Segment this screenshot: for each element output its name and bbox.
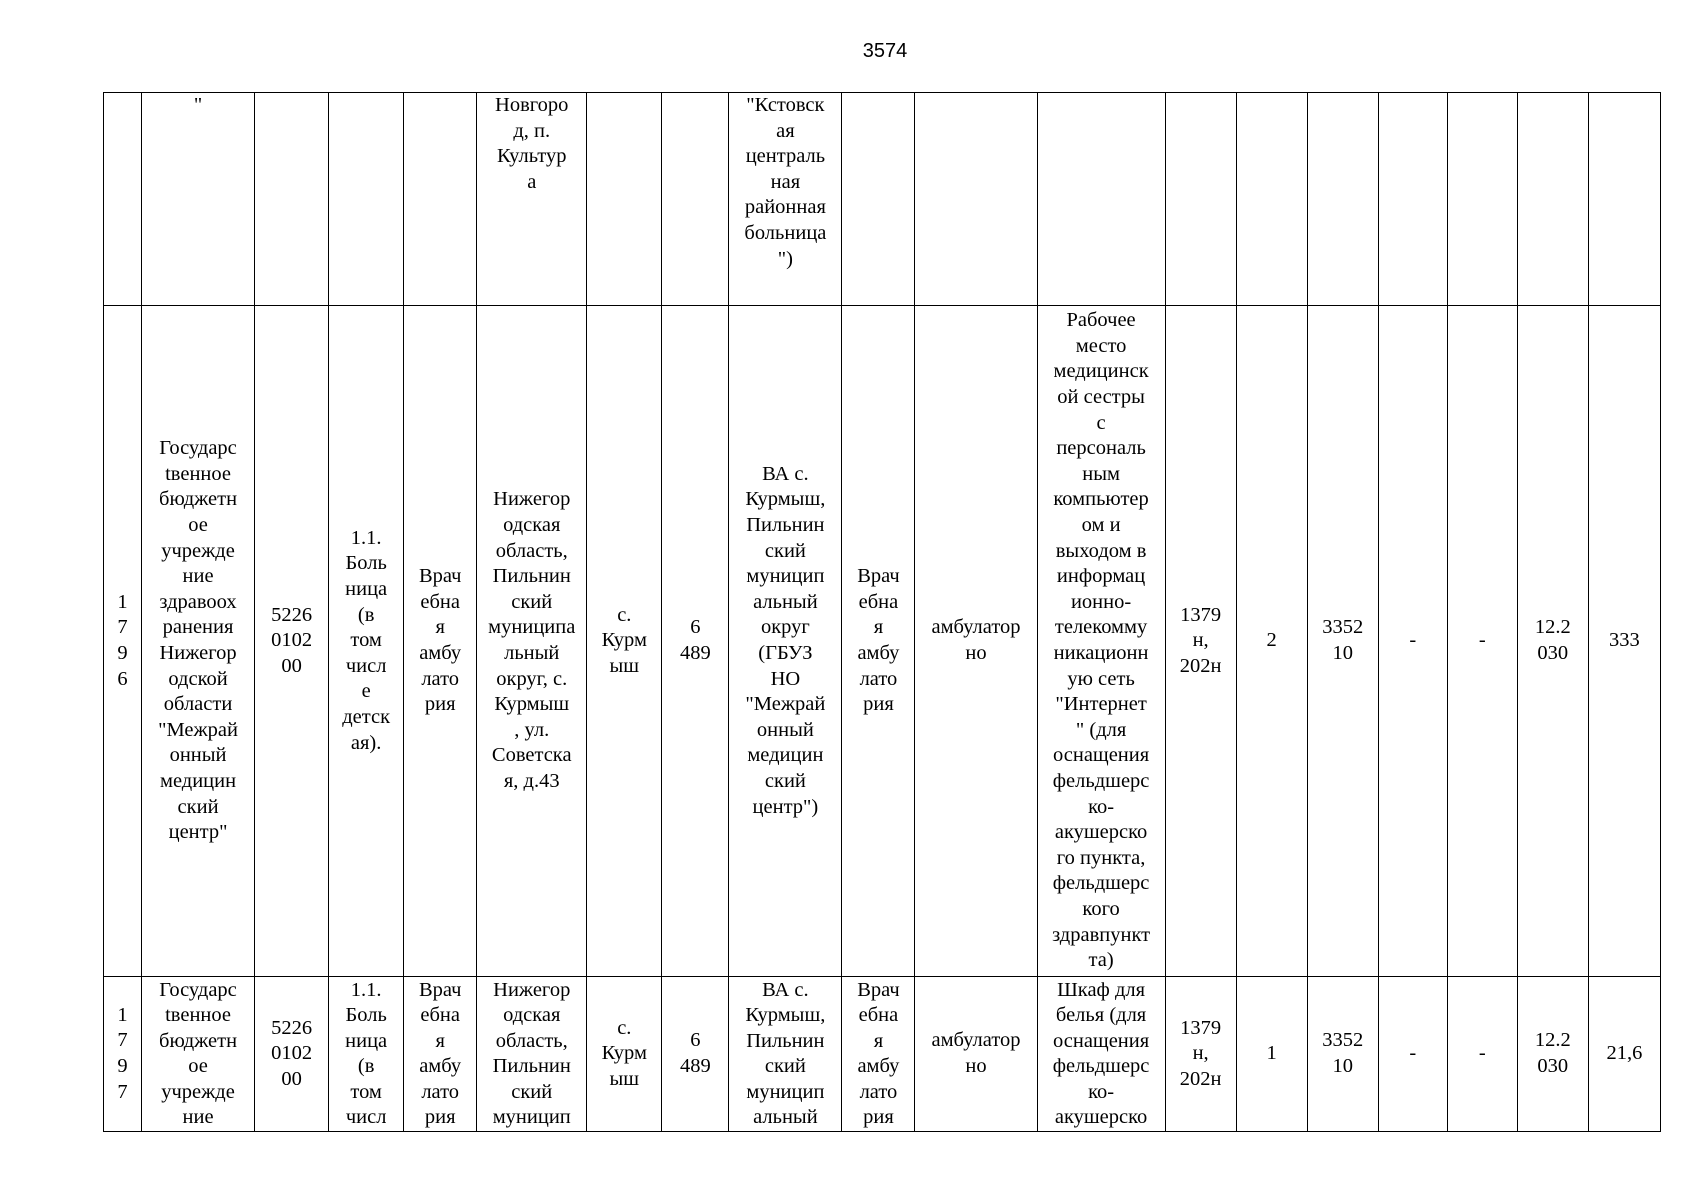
table-cell: с. Курм ыш — [587, 306, 662, 977]
table-cell: ВА с. Курмыш, Пильнин ский муницип альный — [729, 977, 842, 1132]
table-cell — [404, 93, 477, 306]
table-cell: "Кстовск ая централь ная районная больница ") — [729, 93, 842, 306]
table-cell: 21,6 — [1588, 977, 1660, 1132]
table-cell: 333 — [1588, 306, 1660, 977]
table-cell — [842, 93, 915, 306]
table-cell — [329, 93, 404, 306]
table-cell — [587, 93, 662, 306]
table-cell: Государс tвенное бюджетн ое учрежде ние — [142, 977, 255, 1132]
table-cell: - — [1447, 306, 1517, 977]
table-cell: Шкаф для белья (для оснащения фельдшерс ко- акушерско — [1037, 977, 1165, 1132]
table-cell: " — [142, 93, 255, 306]
table-cell: - — [1378, 306, 1447, 977]
table-cell: Государс tвенное бюджетн ое учрежде ние здравоох ранения Нижегор одской области "Межрай онный медицин ский центр" — [142, 306, 255, 977]
table-cell — [1588, 93, 1660, 306]
table-cell: с. Курм ыш — [587, 977, 662, 1132]
table-row — [104, 977, 1661, 1132]
table-cell: амбулатор но — [915, 977, 1037, 1132]
table-cell — [255, 93, 329, 306]
table-cell: 5226 0102 00 — [255, 977, 329, 1132]
table-cell: 3352 10 — [1307, 977, 1378, 1132]
table-cell — [1378, 93, 1447, 306]
table-cell: Рабочее место медицинск ой сестры с персональ ным компьютер ом и выходом в информац ионно- телекомму никационн ую сеть "Интернет " (для оснащения фельдшерс ко- акушерско го пункта, фельдшерс кого здравпункт та) — [1037, 306, 1165, 977]
table-cell — [915, 93, 1037, 306]
table-cell — [104, 93, 142, 306]
table-cell — [1165, 93, 1236, 306]
table-cell: 12.2 030 — [1517, 977, 1588, 1132]
table-cell: 1 7 9 7 — [104, 977, 142, 1132]
table-cell — [662, 93, 729, 306]
page-number: 3574 — [862, 40, 908, 62]
table-cell: 6 489 — [662, 306, 729, 977]
table-cell: Врач ебна я амбу лато рия — [842, 977, 915, 1132]
table-cell: Нижегор одская область, Пильнин ский муницип — [477, 977, 587, 1132]
table-cell: Нижегор одская область, Пильнин ский муниципа льный округ, с. Курмыш , ул. Советска я, д.43 — [477, 306, 587, 977]
table-cell: 6 489 — [662, 977, 729, 1132]
registry-table — [103, 92, 1661, 1132]
table-cell: амбулатор но — [915, 306, 1037, 977]
table-cell: Новгоро д, п. Культур а — [477, 93, 587, 306]
table-cell: 12.2 030 — [1517, 306, 1588, 977]
table-cell: 1379 н, 202н — [1165, 977, 1236, 1132]
table-cell — [1037, 93, 1165, 306]
table-cell: 5226 0102 00 — [255, 306, 329, 977]
table-cell: ВА с. Курмыш, Пильнин ский муницип альный округ (ГБУЗ НО "Межрай онный медицин ский центр") — [729, 306, 842, 977]
table-cell — [1307, 93, 1378, 306]
table-cell: 1379 н, 202н — [1165, 306, 1236, 977]
table-cell: Врач ебна я амбу лато рия — [842, 306, 915, 977]
table-cell: 1 7 9 6 — [104, 306, 142, 977]
table-cell: 1.1. Боль ница (в том числ е детск ая). — [329, 306, 404, 977]
table-cell: Врач ебна я амбу лато рия — [404, 306, 477, 977]
table-cell: 1 — [1236, 977, 1307, 1132]
table-row — [104, 306, 1661, 977]
table-cell: 2 — [1236, 306, 1307, 977]
table-cell: - — [1447, 977, 1517, 1132]
table-row — [104, 93, 1661, 306]
table-cell: 3352 10 — [1307, 306, 1378, 977]
table-cell: 1.1. Боль ница (в том числ — [329, 977, 404, 1132]
table-cell — [1236, 93, 1307, 306]
table-cell — [1517, 93, 1588, 306]
table-cell: - — [1378, 977, 1447, 1132]
table-cell: Врач ебна я амбу лато рия — [404, 977, 477, 1132]
table-cell — [1447, 93, 1517, 306]
